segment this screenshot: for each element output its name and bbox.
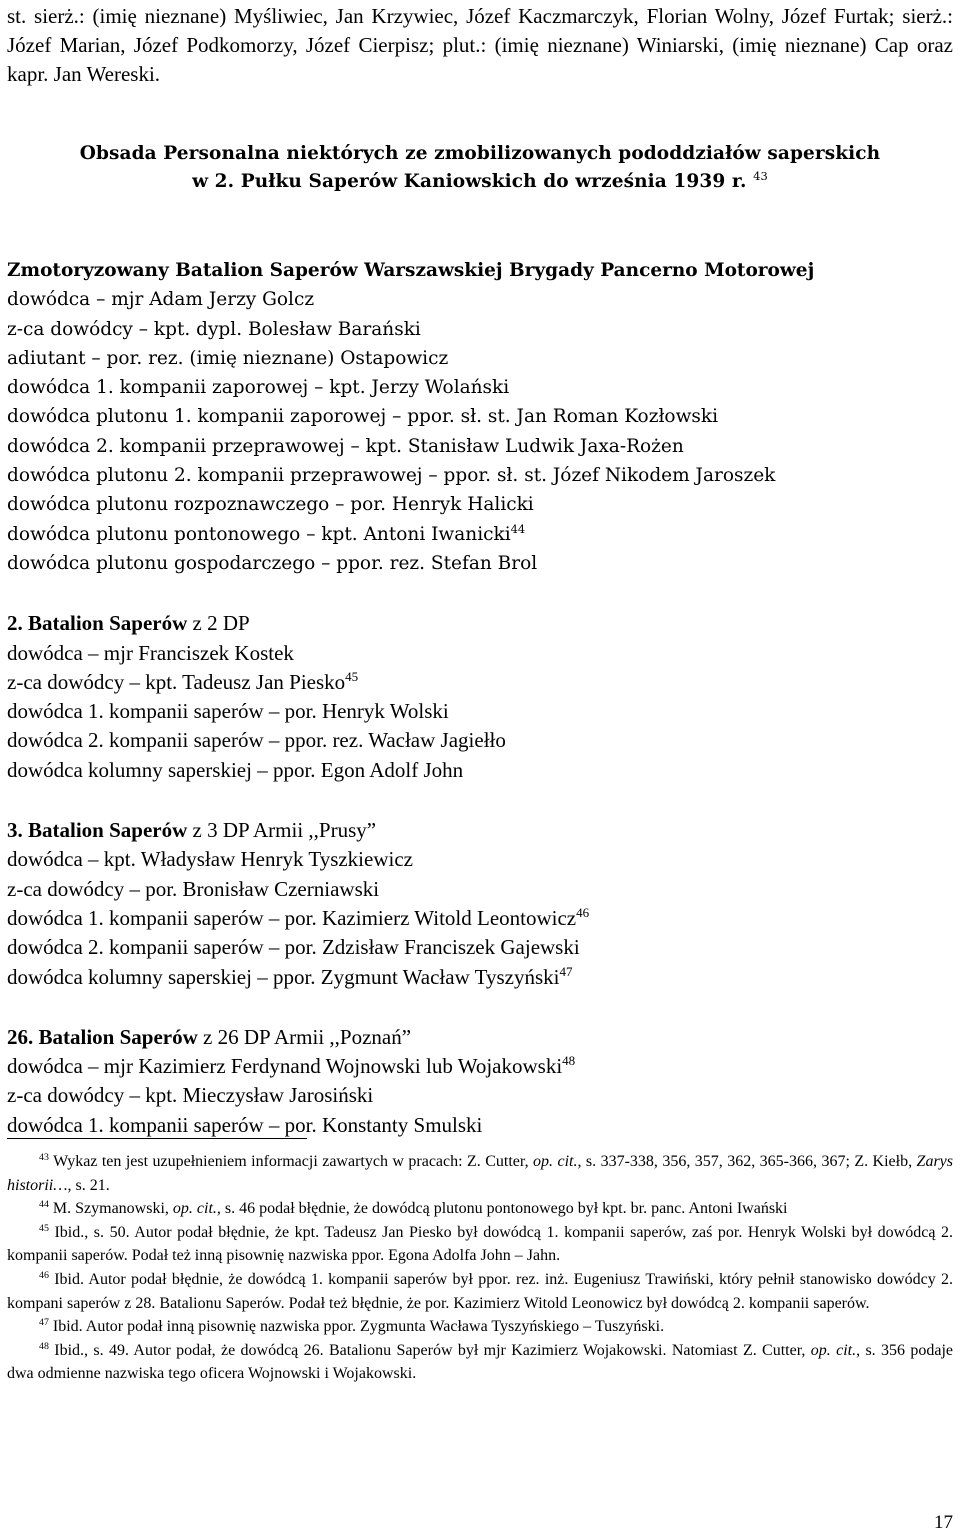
footnote-text: Wykaz ten jest uzupełnieniem informacji zawartych w pracach: Z. Cutter,: [53, 1153, 534, 1170]
roster-line-text: dowódca – kpt. Władysław Henryk Tyszkiewicz: [7, 847, 413, 872]
footnote-text: Zarys historii…: [7, 1153, 953, 1194]
footnote: [7, 1221, 953, 1268]
roster-line-text: z-ca dowódcy – kpt. Tadeusz Jan Piesko: [7, 669, 346, 694]
roster-line: [7, 520, 953, 549]
roster-line: [7, 933, 953, 962]
roster-line-text: dowódca 1. kompanii saperów – por. Henryk Wolski: [7, 699, 449, 724]
roster-line: [7, 639, 953, 668]
roster-line-text: dowódca plutonu rozpoznawczego – por. Henryk Halicki: [7, 494, 534, 516]
footnote: [7, 1197, 953, 1221]
roster-line: [7, 285, 953, 314]
footnote-text: , s. 46 podał błędnie, że dowódcą plutonu pontonowego był kpt. br. panc. Antoni Iwański: [216, 1200, 788, 1218]
footnote-text: M. Szymanowski,: [52, 1200, 173, 1218]
roster-line: [7, 344, 953, 373]
roster-line-text: dowódca 1. kompanii saperów – por. Kazimierz Witold Leontowicz: [7, 905, 577, 930]
roster-line: [7, 1111, 953, 1140]
footnote-number: 47: [39, 1317, 49, 1329]
roster-line: [7, 1081, 953, 1110]
footnote-ref: 46: [576, 904, 590, 920]
roster-line: [7, 845, 953, 874]
unit-roster-motorized-battalion: [7, 285, 953, 578]
footnote: [7, 1339, 953, 1386]
roster-line-text: dowódca 1. kompanii zaporowej – kpt. Jerzy Wolański: [7, 377, 510, 399]
footnote-ref: 48: [562, 1053, 576, 1069]
roster-line: [7, 373, 953, 402]
footnote-separator: [7, 1138, 307, 1139]
roster-line-text: dowódca kolumny saperskiej – ppor. Zygmunt Wacław Tyszyński: [7, 964, 560, 989]
footnote: [7, 1150, 953, 1197]
roster-line-text: z-ca dowódcy – por. Bronisław Czerniawski: [7, 876, 380, 901]
roster-line: [7, 402, 953, 431]
unit-title-2-battalion: [7, 609, 953, 638]
unit-title-rest: z 2 DP: [187, 611, 250, 636]
spacer: [7, 785, 953, 816]
roster-line-text: dowódca 2. kompanii saperów – por. Zdzisław Franciszek Gajewski: [7, 935, 580, 960]
roster-line-text: dowódca – mjr Franciszek Kostek: [7, 640, 294, 665]
unit-title-26-battalion: [7, 1023, 953, 1052]
roster-line: [7, 875, 953, 904]
footnote: [7, 1268, 953, 1315]
unit-title-bold: 3. Batalion Saperów: [7, 818, 188, 843]
roster-line: [7, 668, 953, 697]
roster-line: [7, 432, 953, 461]
footnote-text: , s. 21.: [67, 1176, 110, 1194]
footnote-text: op. cit.: [533, 1153, 578, 1170]
intro-paragraph: st. sierż.: (imię nieznane) Myśliwiec, Jan Krzywiec, Józef Kaczmarczyk, Florian Wolny, Józef Furtak; sierż.: Józef Marian, Józef Podkomorzy, Józef Cierpisz; plut.: (imię nieznane) Winiarski, (imię nieznane) Cap oraz kapr. Jan Wereski.: [7, 4, 953, 86]
unit-roster-3-battalion: [7, 845, 953, 991]
unit-title-bold: 26. Batalion Saperów: [7, 1024, 198, 1049]
page-number: 17: [934, 1512, 953, 1533]
unit-title-3-battalion: [7, 816, 953, 845]
roster-line: [7, 490, 953, 519]
footnote-text: Ibid., s. 49. Autor podał, że dowódcą 26. Batalionu Saperów był mjr Kazimierz Wojakowski. Natomiast Z. Cutter,: [54, 1341, 811, 1359]
footnote-number: 44: [39, 1199, 49, 1211]
roster-line-text: dowódca plutonu 1. kompanii zaporowej – ppor. sł. st. Jan Roman Kozłowski: [7, 406, 719, 428]
unit-title-bold: 2. Batalion Saperów: [7, 611, 188, 636]
roster-line-text: dowódca plutonu pontonowego – kpt. Antoni Iwanicki: [7, 523, 511, 545]
footnote: [7, 1315, 953, 1339]
roster-line-text: adiutant – por. rez. (imię nieznane) Ostapowicz: [7, 347, 449, 369]
footnote-text: op. cit.: [810, 1341, 857, 1359]
footnote-ref: 45: [345, 668, 359, 684]
footnote-ref: 47: [559, 963, 573, 979]
roster-line: [7, 904, 953, 933]
footnote-ref: 44: [510, 521, 526, 536]
roster-line-text: z-ca dowódcy – kpt. dypl. Bolesław Barański: [7, 318, 421, 340]
unit-title-rest: z 3 DP Armii ,,Prusy”: [187, 818, 377, 843]
footnote-text: , s. 356 podaje dwa odmienne nazwiska tego oficera Wojnowski i Wojakowski.: [7, 1341, 954, 1383]
footnote-text: Ibid. Autor podał inną pisownię nazwiska ppor. Zygmunta Wacława Tyszyńskiego – Tuszyński.: [52, 1318, 665, 1336]
footnote-number: 46: [39, 1269, 49, 1281]
section-heading-line2: [0, 168, 960, 192]
personnel-lists: [7, 256, 953, 1140]
footnote-text: , s. 337-338, 356, 357, 362, 365-366, 367; Z. Kiełb,: [577, 1153, 917, 1170]
unit-roster-26-battalion: [7, 1052, 953, 1140]
footnotes: [7, 1150, 953, 1386]
unit-title-rest: z 26 DP Armii ,,Poznań”: [197, 1024, 412, 1049]
footnote-number: 48: [39, 1340, 49, 1352]
roster-line: [7, 461, 953, 490]
roster-line-text: dowódca – mjr Adam Jerzy Golcz: [7, 289, 315, 311]
unit-roster-2-battalion: [7, 639, 953, 785]
roster-line: [7, 1052, 953, 1081]
roster-line: [7, 963, 953, 992]
roster-line-text: dowódca plutonu 2. kompanii przeprawowej – ppor. sł. st. Józef Nikodem Jaroszek: [7, 465, 776, 487]
roster-line: [7, 697, 953, 726]
roster-line-text: dowódca 2. kompanii saperów – ppor. rez. Wacław Jagiełło: [7, 728, 506, 753]
footnote-number: 43: [39, 1151, 49, 1163]
footnote-ref: 43: [753, 168, 768, 183]
footnote-text: Ibid. Autor podał błędnie, że dowódcą 1. kompanii saperów był ppor. rez. inż. Eugeniusz Trawiński, który pełnił stanowisko dowódcy 2. kompani saperów z 28. Batalionu Saperów. Podał też błędnie, że por. Kazimierz Witold Leonowicz był dowódcą 2. kompanii saperów.: [7, 1270, 954, 1312]
roster-line-text: dowódca – mjr Kazimierz Ferdynand Wojnowski lub Wojakowski: [7, 1054, 563, 1079]
footnote-text: Ibid., s. 50. Autor podał błędnie, że kpt. Tadeusz Jan Piesko był dowódcą 1. kompanii saperów, zaś por. Henryk Wolski był dowódcą 2. kompanii saperów. Podał też inną pisownię nazwiska ppor. Egona Adolfa John – Jahn.: [7, 1223, 953, 1265]
footnote-text: op. cit.: [172, 1200, 217, 1218]
spacer: [7, 578, 953, 609]
roster-line-text: dowódca plutonu gospodarczego – ppor. rez. Stefan Brol: [7, 552, 538, 574]
section-heading-line2-text: w 2. Pułku Saperów Kaniowskich do września 1939 r.: [192, 171, 747, 192]
unit-title-motorized-battalion: Zmotoryzowany Batalion Saperów Warszawskiej Brygady Pancerno Motorowej: [7, 260, 815, 281]
roster-line-text: dowódca 1. kompanii saperów – por. Konstanty Smulski: [7, 1112, 483, 1137]
footnote-number: 45: [39, 1222, 49, 1234]
roster-line: [7, 756, 953, 785]
section-heading-line1: Obsada Personalna niektórych ze zmobilizowanych pododdziałów saperskich: [79, 143, 881, 164]
roster-line-text: dowódca kolumny saperskiej – ppor. Egon Adolf John: [7, 757, 464, 782]
spacer: [7, 992, 953, 1023]
roster-line: [7, 549, 953, 578]
roster-line-text: dowódca 2. kompanii przeprawowej – kpt. Stanisław Ludwik Jaxa-Rożen: [7, 435, 684, 457]
roster-line: [7, 315, 953, 344]
roster-line: [7, 726, 953, 755]
roster-line-text: z-ca dowódcy – kpt. Mieczysław Jarosiński: [7, 1083, 374, 1108]
